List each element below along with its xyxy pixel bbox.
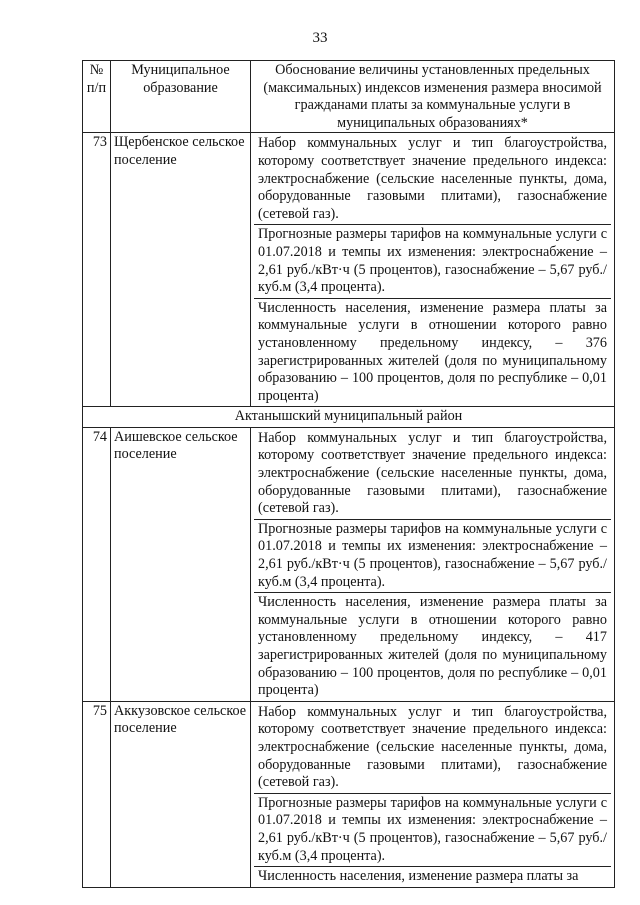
district-row: [83, 407, 615, 428]
table-row: [83, 133, 615, 407]
row-num: 73: [83, 133, 111, 407]
services-text: Набор коммунальных услуг и тип благоустройства, которому соответствует значение предельного индекса: электроснабжение (сельские населенные пункты, дома, оборудованные газовыми плитами), газоснабжение (сетевой газ).: [258, 703, 607, 791]
population-text: Численность населения, изменение размера платы за коммунальные услуги в отношении которого равно установленному предельному индексу, – 417 зарегистрированных жителей (доля по муниципальному образованию – 100 процентов, доля по республике – 0,01 процента): [254, 592, 611, 701]
row-justification: [251, 427, 615, 701]
population-text: Численность населения, изменение размера платы за коммунальные услуги в отношении которого равно установленному предельному индексу, – 376 зарегистрированных жителей (доля по муниципальному образованию – 100 процентов, доля по республике – 0,01 процента): [254, 298, 611, 407]
row-municipality: Щербенское сельское поселение: [111, 133, 251, 407]
services-text: Набор коммунальных услуг и тип благоустройства, которому соответствует значение предельного индекса: электроснабжение (сельские населенные пункты, дома, оборудованные газовыми плитами), газоснабжение (сетевой газ).: [258, 429, 607, 517]
header-justification: Обоснование величины установленных предельных (максимальных) индексов изменения размера вносимой гражданами платы за коммунальные услуги в муниципальных образованиях*: [251, 61, 615, 133]
indices-table: [82, 60, 615, 888]
tariffs-text: Прогнозные размеры тарифов на коммунальные услуги с 01.07.2018 и темпы их изменения: электроснабжение – 2,61 руб./кВт·ч (5 процентов), газоснабжение – 5,67 руб./куб.м (3,4 процента).: [254, 224, 611, 297]
header-municipality: Муниципальное образование: [111, 61, 251, 133]
table-header-row: [83, 61, 615, 133]
district-name: Актанышский муниципальный район: [83, 407, 615, 428]
row-municipality: Аишевское сельское поселение: [111, 427, 251, 701]
header-num: № п/п: [83, 61, 111, 133]
tariffs-text: Прогнозные размеры тарифов на коммунальные услуги с 01.07.2018 и темпы их изменения: электроснабжение – 2,61 руб./кВт·ч (5 процентов), газоснабжение – 5,67 руб./куб.м (3,4 процента).: [254, 519, 611, 592]
page-number: 33: [312, 30, 328, 46]
row-num: 74: [83, 427, 111, 701]
tariffs-text: Прогнозные размеры тарифов на коммунальные услуги с 01.07.2018 и темпы их изменения: электроснабжение – 2,61 руб./кВт·ч (5 процентов), газоснабжение – 5,67 руб./куб.м (3,4 процента).: [254, 793, 611, 866]
row-justification: [251, 133, 615, 407]
population-text: Численность населения, изменение размера платы за: [254, 866, 611, 887]
row-municipality: Аккузовское сельское поселение: [111, 701, 251, 887]
row-num: 75: [83, 701, 111, 887]
services-text: Набор коммунальных услуг и тип благоустройства, которому соответствует значение предельного индекса: электроснабжение (сельские населенные пункты, дома, оборудованные газовыми плитами), газоснабжение (сетевой газ).: [258, 135, 607, 222]
row-justification: [251, 701, 615, 887]
table-row: [83, 701, 615, 887]
table-row: [83, 427, 615, 701]
